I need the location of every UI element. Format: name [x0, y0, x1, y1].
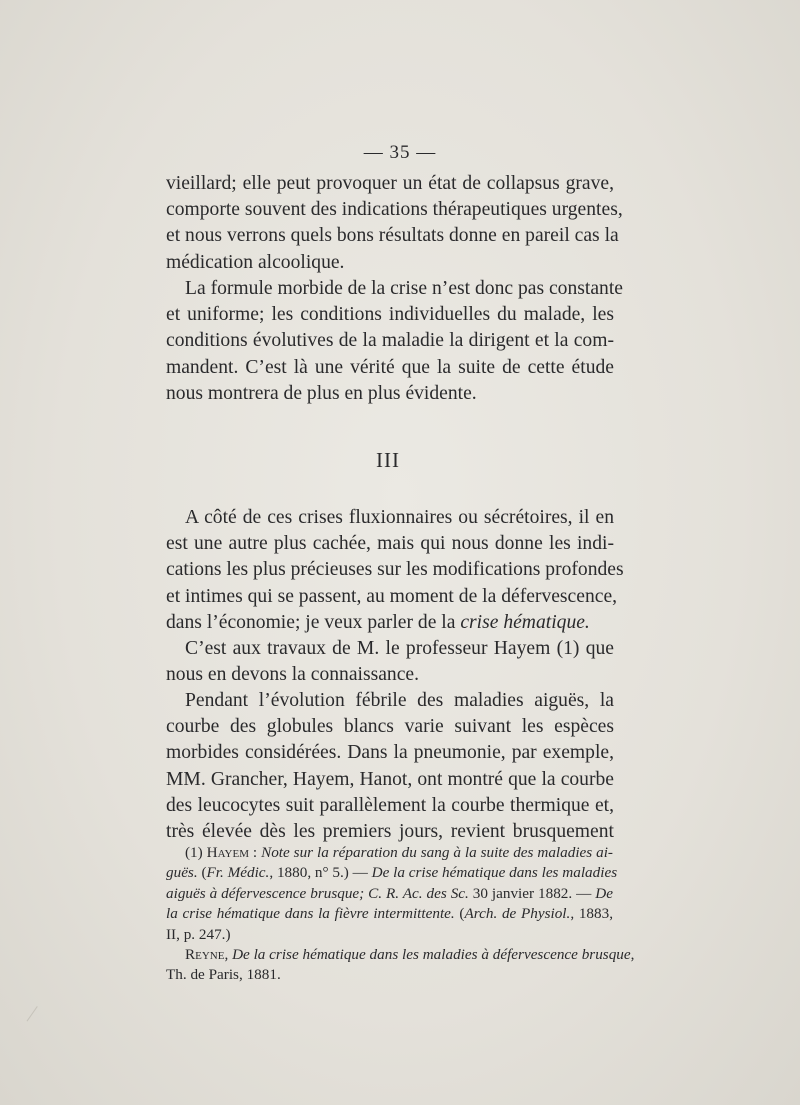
footnote-line: [166, 863, 618, 883]
text-fragment: ,: [224, 946, 233, 964]
text-fragment: , 1880, n° 5.) —: [269, 864, 372, 882]
footnote-line: [166, 904, 613, 924]
text-fragment: ,: [630, 946, 635, 964]
footnote-line: [166, 945, 635, 965]
footnote-2: [166, 945, 635, 986]
footnote-marker: (1): [185, 844, 207, 861]
text-line: très élevée dès les premiers jours, revient brusquement: [166, 821, 614, 843]
text-fragment: :: [249, 844, 262, 861]
footnote-author: Hayem: [206, 844, 249, 861]
text-fragment: 30 janvier 1882. —: [468, 884, 596, 902]
footnote-title: De la crise hématique dans les maladies à défervescence brusque: [232, 946, 631, 964]
section-heading: III: [376, 448, 400, 472]
text-line: Pendant l’évolution fébrile des maladies aiguës, la: [185, 690, 614, 711]
text-line: et intimes qui se passent, au moment de la défervescence,: [166, 585, 618, 607]
footnote-line: [166, 843, 613, 863]
footnote-1: [166, 843, 618, 945]
footnote-line: [166, 884, 613, 904]
text-line: mandent. C’est là une vérité que la suite de cette étude: [166, 356, 614, 378]
paragraph-3: [166, 505, 624, 636]
paper-mark: [27, 1006, 53, 1032]
footnote-title: Note sur la réparation du sang à la suite des maladies ai-: [261, 844, 613, 861]
page-number: — 35 —: [363, 142, 437, 163]
paragraph-2: [166, 276, 623, 407]
text-line: [166, 610, 614, 636]
text-fragment: (: [197, 864, 207, 882]
footnote-journal: Arch. de Physiol.: [464, 905, 571, 923]
text-line: et nous verrons quels bons résultats donne en pareil cas la: [166, 225, 619, 247]
italic-term: crise hématique.: [460, 611, 590, 633]
footnote-title: guës.: [166, 864, 198, 882]
text-line: courbe des globules blancs varie suivant les espèces: [166, 716, 614, 738]
footnote-title: De: [595, 884, 613, 902]
footnotes: [166, 843, 635, 986]
text-line: vieillard; elle peut provoquer un état de collapsus grave,: [166, 173, 614, 194]
text-line: conditions évolutives de la maladie la dirigent et la com-: [166, 330, 614, 352]
text-line: et uniforme; les conditions individuelles du malade, les: [166, 304, 614, 326]
text-line: nous en devons la connaissance.: [166, 664, 420, 686]
text-line: nous montrera de plus en plus évidente.: [166, 382, 477, 404]
text-line: C’est aux travaux de M. le professeur Hayem (1) que: [185, 638, 614, 659]
text-line: médication alcoolique.: [166, 251, 345, 273]
footnote-title: aiguës à défervescence brusque; C. R. Ac. des Sc.: [166, 884, 469, 902]
text-line: morbides considérées. Dans la pneumonie, par exemple,: [166, 742, 614, 764]
footnote-title: la crise hématique dans la fièvre intermittente.: [166, 905, 455, 923]
paragraph-5: [166, 688, 614, 845]
footnote-journal: Fr. Médic.: [206, 864, 270, 882]
footnote-title: De la crise hématique dans les maladies: [371, 864, 618, 882]
text-line: comporte souvent des indications thérapeutiques urgentes,: [166, 199, 623, 221]
text-fragment: dans l’économie; je veux parler de la: [166, 611, 461, 633]
text-fragment: (: [454, 905, 465, 923]
footnote-line: II, p. 247.): [166, 925, 231, 943]
text-line: cations les plus précieuses sur les modifications profondes: [166, 559, 624, 581]
footnote-line: Th. de Paris, 1881.: [166, 966, 281, 984]
text-line: La formule morbide de la crise n’est donc pas constante: [185, 278, 623, 299]
text-line: A côté de ces crises fluxionnaires ou sécrétoires, il en: [185, 507, 614, 528]
text-line: est une autre plus cachée, mais qui nous donne les indi-: [166, 533, 614, 555]
paragraph-1: [166, 171, 623, 276]
text-line: des leucocytes suit parallèlement la courbe thermique et,: [166, 794, 614, 816]
footnote-author: Reyne: [185, 946, 225, 964]
paragraph-4: [166, 636, 614, 688]
text-line: MM. Grancher, Hayem, Hanot, ont montré que la courbe: [166, 768, 614, 790]
text-fragment: , 1883,: [570, 905, 613, 923]
